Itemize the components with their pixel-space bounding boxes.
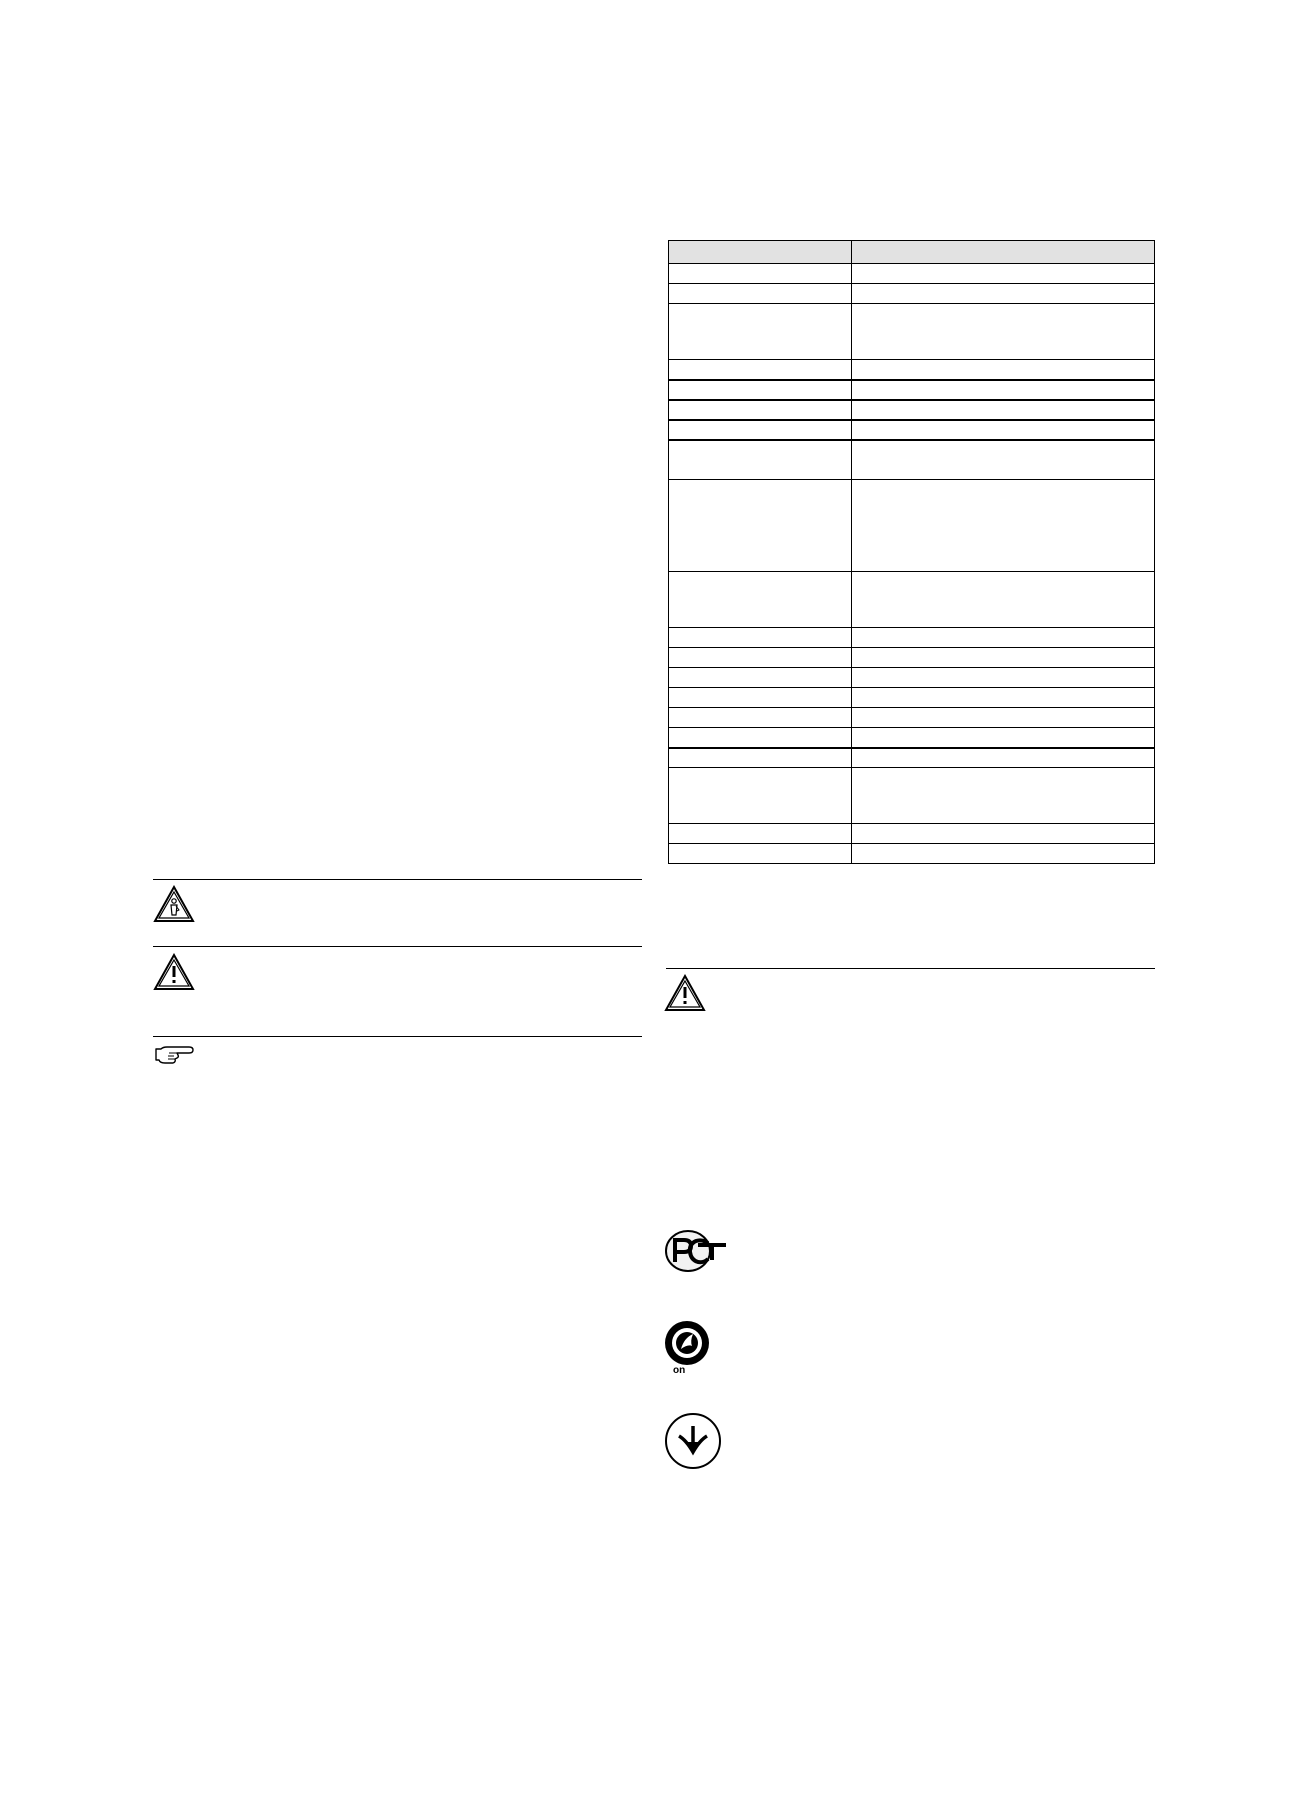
table-label-cell [669,381,852,399]
table-label-cell [669,628,852,647]
table-label-cell [669,648,852,667]
table-label-cell [669,824,852,843]
table-row [669,399,1154,419]
table-value-cell [852,628,1154,647]
table-row [669,303,1154,359]
table-row [669,647,1154,667]
table-row [669,823,1154,843]
table-row [669,283,1154,303]
table-label-cell [669,728,852,747]
table-label-cell [669,480,852,571]
table-value-cell [852,572,1154,627]
table-label-cell [669,572,852,627]
table-row [669,439,1154,479]
table-label-cell [669,304,852,359]
table-label-cell [669,844,852,863]
table-value-cell [852,688,1154,707]
table-row [669,707,1154,727]
table-label-cell [669,360,852,379]
table-header-cell [669,241,852,263]
table-value-cell [852,648,1154,667]
table-row [669,379,1154,399]
notice-divider-2 [153,946,642,947]
warning-divider [666,968,1155,969]
table-label-cell [669,708,852,727]
table-value-cell [852,708,1154,727]
table-value-cell [852,421,1154,439]
table-row [669,627,1154,647]
table-value-cell [852,824,1154,843]
table-row [669,843,1154,863]
table-row [669,359,1154,379]
notice-divider-1 [153,879,642,880]
energy-efficiency-mark-icon [664,1320,710,1366]
notice-divider-3 [153,1036,642,1037]
table-value-cell [852,264,1154,283]
table-label-cell [669,668,852,687]
table-value-cell [852,381,1154,399]
caution-exclamation-icon [664,974,706,1012]
table-row [669,747,1154,767]
table-value-cell [852,304,1154,359]
table-label-cell [669,401,852,419]
specification-table [668,240,1155,864]
table-row [669,687,1154,707]
table-row [669,479,1154,571]
table-label-cell [669,441,852,479]
table-value-cell [852,668,1154,687]
table-value-cell [852,401,1154,419]
table-value-cell [852,728,1154,747]
table-label-cell [669,688,852,707]
table-header-row [669,241,1154,263]
caution-exclamation-icon [153,953,195,991]
table-row [669,767,1154,823]
pointing-hand-note-icon [153,1043,195,1067]
table-row [669,263,1154,283]
table-value-cell [852,749,1154,767]
table-value-cell [852,441,1154,479]
table-value-cell [852,284,1154,303]
table-label-cell [669,421,852,439]
pct-certification-mark-icon [664,1228,730,1274]
table-header-cell [852,241,1154,263]
table-label-cell [669,284,852,303]
ukraine-conformity-mark-icon [664,1412,722,1470]
table-row [669,571,1154,627]
table-row [669,727,1154,747]
electric-hazard-warning-icon [153,885,195,923]
table-value-cell [852,480,1154,571]
table-row [669,419,1154,439]
table-value-cell [852,768,1154,823]
table-value-cell [852,360,1154,379]
table-label-cell [669,768,852,823]
table-label-cell [669,264,852,283]
table-value-cell [852,844,1154,863]
table-label-cell [669,749,852,767]
table-row [669,667,1154,687]
energy-mark-caption: on [673,1365,686,1376]
